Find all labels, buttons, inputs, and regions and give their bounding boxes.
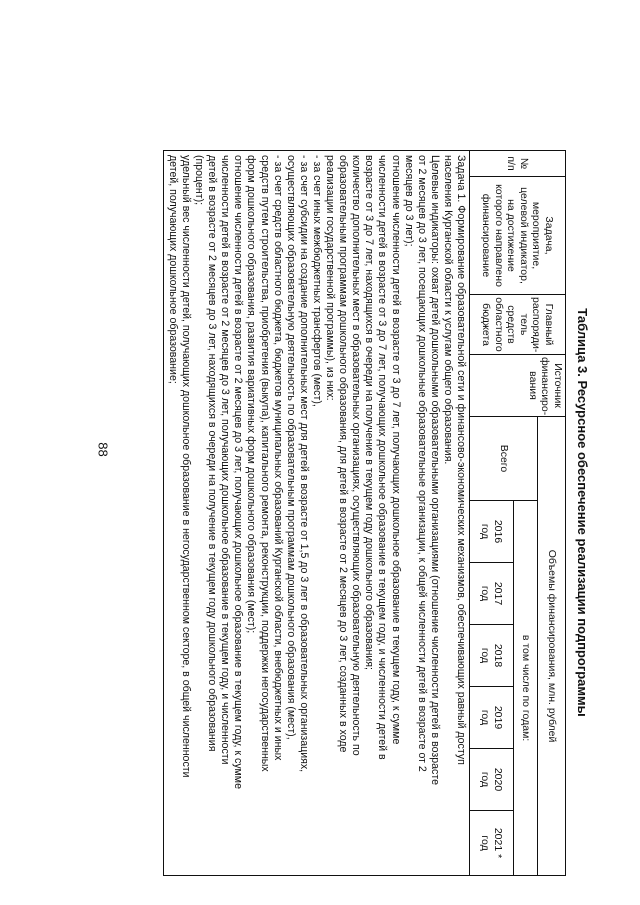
- body-line: - за счет средств областного бюджета, бюджетов муниципальных образований Курганской области, внебюджетных и иных: [271, 155, 284, 761]
- header-year-2017: 2017 год: [470, 563, 514, 625]
- body-line: месяцев до 3 лет);: [402, 155, 415, 247]
- body-line: отношение численности детей в возрасте от 2 месяцев до 3 лет, получающих дошкольное образование в текущем году, к сумме: [232, 155, 245, 789]
- body-line: (процент);: [193, 155, 206, 206]
- body-line: образовательным программам дошкольного образования, для детей в возрасте от 2 месяцев до 3 лет, созданных в ходе: [337, 155, 350, 753]
- resource-table: [163, 150, 566, 876]
- header-year-2019: 2019 год: [470, 687, 514, 749]
- body-line: численности детей в возрасте от 2 месяцев до 3 лет, получающих дошкольное образование в текущем году, и численности: [219, 155, 232, 765]
- header-num: № п/п: [470, 151, 566, 177]
- body-line: количество дополнительных мест в образовательных организациях, осуществляющих образовательную деятельность по: [350, 155, 363, 756]
- header-by-years: в том числе по годам:: [514, 501, 538, 876]
- body-line: реализации государственной программы), из них:: [324, 155, 337, 401]
- body-line: возрасте от 3 до 7 лет, находящихся в очереди на получение в текущем году дошкольного образования;: [363, 155, 376, 670]
- header-task: Задача, мероприятие, целевой индикатор, на достижение которого направлено финансирование: [470, 177, 566, 295]
- body-line: средств путем строительства, приобретения (выкупа), капитального ремонта, реконструкции, поддержки негосударственных: [258, 155, 271, 772]
- header-total: Всего: [470, 417, 538, 501]
- header-year-2020: 2020 год: [470, 749, 514, 811]
- header-funding: Объемы финансирования, млн. рублей: [538, 417, 566, 876]
- task-1-description: [163, 151, 469, 876]
- body-line: форм дошкольного образования, развития вариативных форм дошкольного образования (мест);: [245, 155, 258, 634]
- header-year-2016: 2016 год: [470, 501, 514, 563]
- body-line: удельный вес численности детей, получающих дошкольное образование в негосударственном секторе, в общей численности: [180, 155, 193, 778]
- header-source: Источник финансиро- вания: [470, 355, 566, 417]
- rotated-page-content: [100, 150, 590, 875]
- header-year-2018: 2018 год: [470, 625, 514, 687]
- body-line: от 2 месяцев до 3 лет, посещающих дошкольные образовательные организации, к общей численности детей в возрасте от 2: [415, 155, 428, 772]
- body-line: детей в возрасте от 2 месяцев до 3 лет, находящихся в очереди на получение в текущем году дошкольного образования: [206, 155, 219, 752]
- body-line: Задача 1. Формирование образовательной сети и финансово-экономических механизмов, обеспечивающих равный доступ: [455, 155, 467, 765]
- body-line: населения Курганской области к услугам общего образования.: [441, 155, 454, 465]
- body-line: отношение численности детей в возрасте от 3 до 7 лет, получающих дошкольное образование в текущем году, к сумме: [389, 155, 402, 745]
- header-year-2021: 2021 * год: [470, 811, 514, 876]
- body-line: - за счет субсидии на создание дополнительных мест для детей в возрасте от 1,5 до 3 лет в образовательных организациях,: [297, 155, 310, 773]
- page-number: 88: [95, 442, 111, 457]
- body-line: Целевые индикаторы: охват детей дошкольными образовательными организациями (отношение численности детей в возрасте: [428, 155, 441, 785]
- table-title: Таблица 3. Ресурсное обеспечение реализации подпрограммы: [575, 308, 590, 717]
- body-line: детей, получающих дошкольное образование;: [166, 155, 179, 384]
- body-line: - за счет иных межбюджетных трансфертов (мест),: [310, 155, 323, 407]
- header-admin: Главный распоряди- тель средств областного бюджета: [470, 295, 566, 355]
- body-line: численности детей в возрасте от 3 до 7 лет, получающих дошкольное образование в текущем году, и численности детей в: [376, 155, 389, 760]
- body-line: осуществляющих образовательную деятельность по образовательным программам дошкольного образования (мест),: [284, 155, 297, 740]
